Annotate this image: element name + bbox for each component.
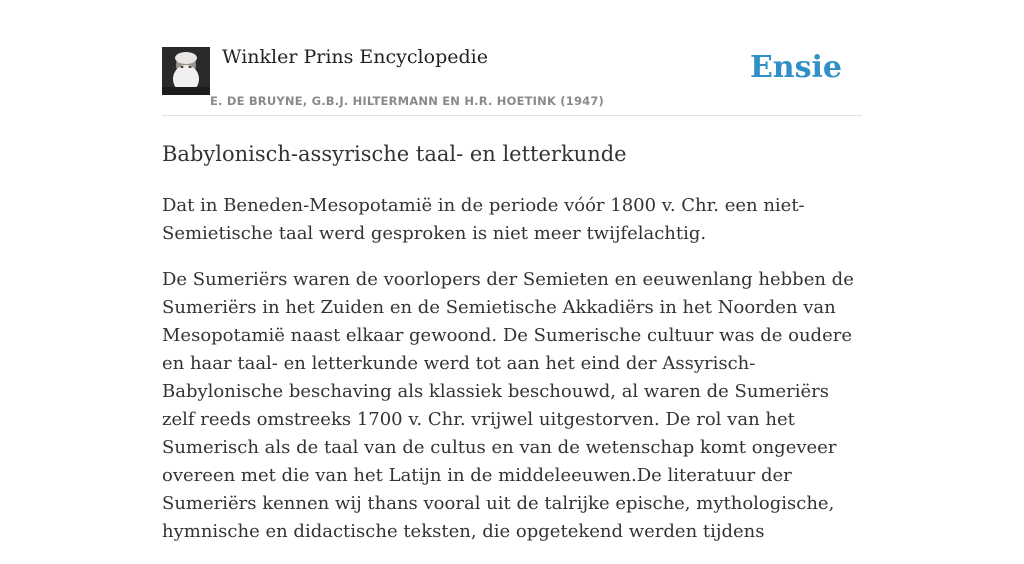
article-paragraph-2: De Sumeriërs waren de voorlopers der Semieten en eeuwenlang hebben de Sumeriërs in het Zuiden en de Semietische Akkadiërs in het Noorden van Mesopotamië naast elkaar gewoond. De Sumerische cultuur was de oudere en haar taal- en letterkunde werd tot aan het eind der Assyrisch-Babylonische beschaving als klassiek beschouwd, al waren de Sumeriërs zelf reeds omstreeks 1700 v. Chr. vrijwel uitgestorven. De rol van het Sumerisch als de taal van de cultus en van de wetenschap komt ongeveer overeen met die van het Latijn in de middeleeuwen.De literatuur der Sumeriërs kennen wij thans vooral uit de talrijke epische, mythologische, hymnische en didactische teksten, die opgetekend werden tijdens (162, 269, 854, 542)
ensie-logo-link[interactable]: Ensie (749, 50, 842, 85)
bearded-man-portrait-icon (162, 47, 210, 95)
article-title: Babylonisch-assyrische taal- en letterkunde (162, 142, 627, 166)
author-avatar[interactable] (162, 47, 210, 95)
site-title[interactable]: Winkler Prins Encyclopedie (222, 46, 488, 68)
source-authors: E. DE BRUYNE, G.B.J. HILTERMANN EN H.R. HOETINK (1947) (210, 94, 605, 108)
article-paragraph-1: Dat in Beneden-Mesopotamië in de periode vóór 1800 v. Chr. een niet-Semietische taal werd gesproken is niet meer twijfelachtig. (162, 195, 805, 244)
site-header (162, 44, 862, 116)
article (162, 138, 862, 564)
